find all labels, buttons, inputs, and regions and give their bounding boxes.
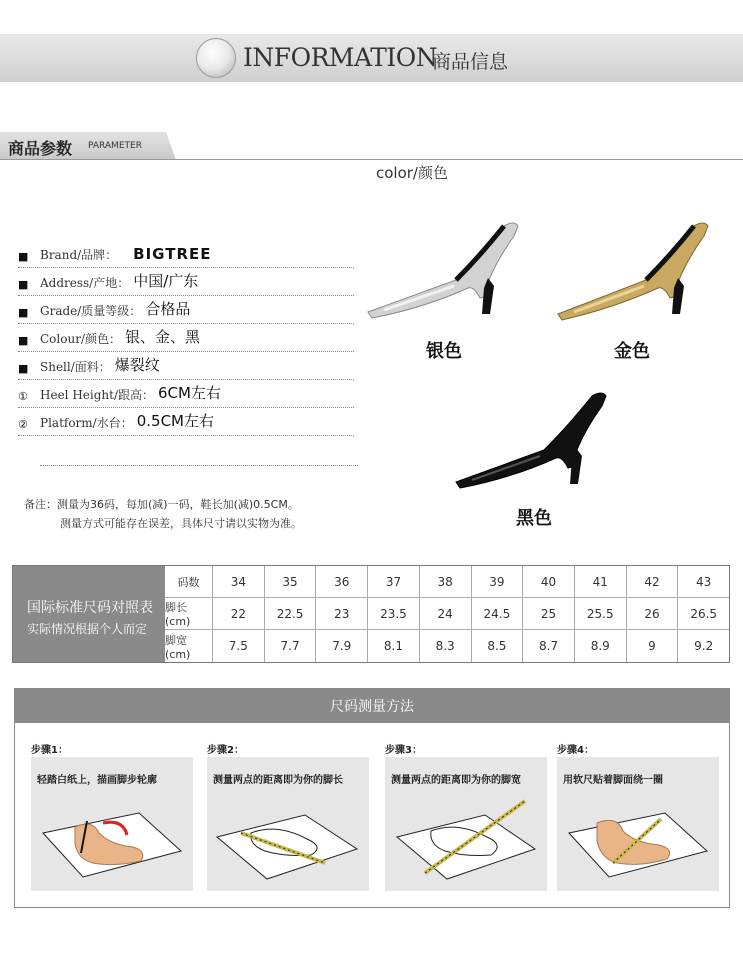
section-title-en: PARAMETER [88, 141, 142, 151]
wrap-tape-illustration [557, 793, 719, 891]
param-row-heel-height: ① Heel Height/跟高： 6CM左右 [18, 380, 354, 408]
banner-circle-icon [196, 38, 236, 78]
measurement-method-section [14, 688, 730, 908]
param-row-platform: ② Platform/水台： 0.5CM左右 [18, 408, 354, 436]
table-row: 脚宽(cm) 7.5 7.7 7.9 8.1 8.3 8.5 8.7 8.9 9 9.2 [165, 630, 729, 662]
measure-step-3: 步骤3： 测量两点的距离即为你的脚宽 [385, 741, 555, 891]
param-row-shell: ■ Shell/面料： 爆裂纹 [18, 352, 354, 380]
size-note [24, 495, 302, 533]
size-chart-table [12, 565, 730, 663]
black-shoe-label: 黑色 [516, 508, 552, 529]
param-row-brand: ■ Brand/品牌： BIGTREE [18, 240, 354, 268]
table-row: 脚长(cm) 22 22.5 23 23.5 24 24.5 25 25.5 26 26.5 [165, 598, 729, 630]
measure-step-4: 步骤4： 用软尺贴着脚面绕一圈 [557, 741, 727, 891]
measurement-title: 尺码测量方法 [15, 689, 729, 723]
note-line-1: 备注：测量为36码，每加(减)一码，鞋长加(减)0.5CM。 [24, 498, 299, 511]
silver-shoe-label: 银色 [426, 341, 462, 362]
banner-title-en: INFORMATION [243, 43, 438, 72]
size-chart-subtitle: 实际情况根据个人而定 [27, 622, 148, 636]
gold-shoe-image [554, 216, 724, 324]
param-row-colour: ■ Colour/颜色： 银、金、黑 [18, 324, 354, 352]
information-banner [0, 34, 743, 82]
black-shoe-image [452, 388, 624, 492]
foot-width-illustration [385, 793, 547, 891]
measure-step-2: 步骤2： 测量两点的距离即为你的脚长 [207, 741, 377, 891]
table-row: 码数 34 35 36 37 38 39 40 41 42 43 [165, 566, 729, 598]
color-label: color/颜色 [376, 164, 448, 182]
parameter-list [18, 240, 354, 466]
silver-shoe-image [364, 216, 536, 324]
foot-length-illustration [207, 793, 369, 891]
measure-step-1: 步骤1： 轻踏白纸上，描画脚步轮廓 [31, 741, 201, 891]
param-row-grade: ■ Grade/质量等级： 合格品 [18, 296, 354, 324]
param-row-address: ■ Address/产地： 中国/广东 [18, 268, 354, 296]
note-line-2: 测量方式可能存在误差，具体尺寸请以实物为准。 [60, 517, 302, 530]
trace-foot-illustration [31, 793, 193, 891]
size-chart-title: 国际标准尺码对照表 [27, 600, 153, 616]
size-chart-header [13, 566, 165, 662]
gold-shoe-label: 金色 [614, 341, 650, 362]
section-title-cn: 商品参数 [8, 139, 73, 158]
parameter-section-header [0, 132, 743, 160]
banner-title-cn: 商品信息 [432, 51, 509, 73]
